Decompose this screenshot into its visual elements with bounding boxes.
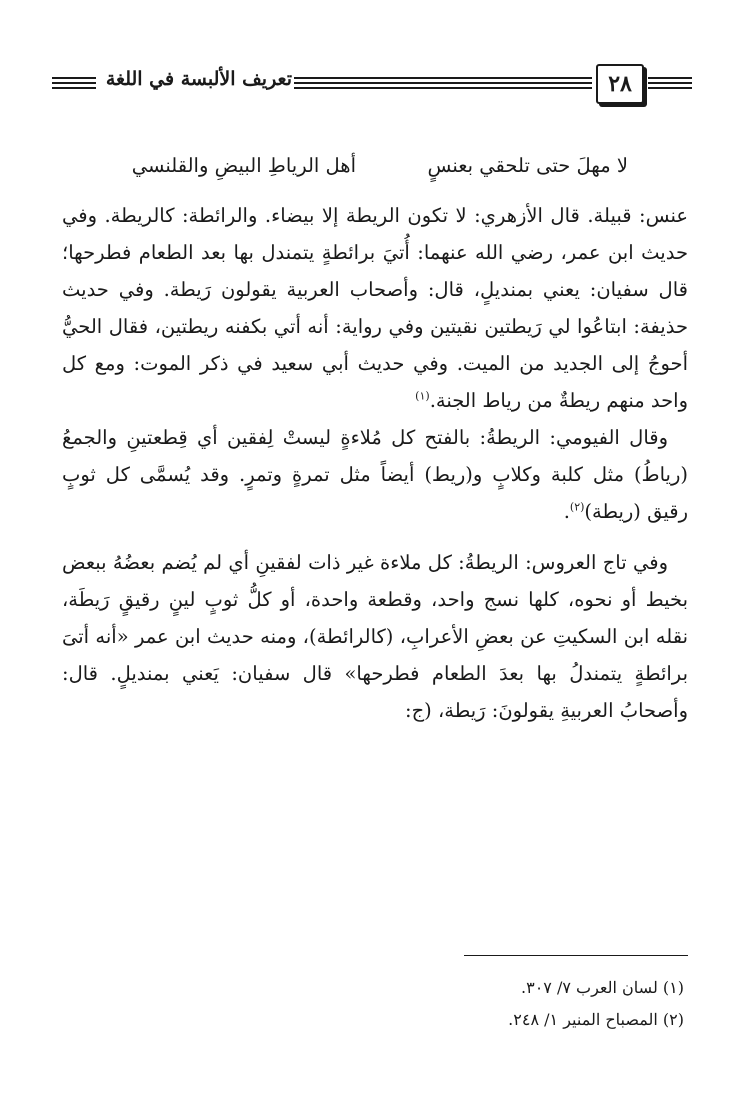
page-header <box>52 62 692 106</box>
paragraph-3 <box>62 544 688 729</box>
footnote-divider <box>464 955 688 956</box>
header-rule-left <box>52 77 96 92</box>
poem-verse <box>62 135 688 197</box>
paragraph-3-text: وفي تاج العروس: الريطةُ: كل ملاءة غير ذات لفقينِ أي لم يُضم بعضُهُ ببعض بخيط أو نحوه، كلها نسج واحد، وقطعة واحدة، أو كلُّ ثوبٍ لينٍ رقيقٍ رَيطَة، نقله ابن السكيتِ عن بعضِ الأعرابِ، (كالرائطة)، ومنه حديث ابن عمر «أنه أتىَ برائطةٍ يتمندلُ بها بعدَ الطعام فطرحها» قال سفيان: يَعني بمنديلٍ. قال: وأصحابُ العربيةِ يقولونَ: رَيطة، (ج: <box>62 551 688 722</box>
footnote-2: (٢) المصباح المنير ١/ ٢٤٨. <box>508 1010 684 1029</box>
second-hemistich: أهل الرياطِ البيضِ والقلنسي <box>131 154 356 177</box>
paragraph-1 <box>62 197 688 419</box>
header-rule-middle <box>294 77 592 92</box>
paragraph-2-text: وقال الفيومي: الريطةُ: بالفتح كل مُلاءةٍ ليستْ لِفقين أي قِطعتينِ والجمعُ (رياطُ) مثل كلبة وكلابٍ و(ريط) أيضاً مثل تمرةٍ وتمرٍ. وقد يُسمَّى كل ثوبٍ رقيق (ريطة) <box>62 426 688 523</box>
running-title: تعريف الألبسة في اللغة <box>105 68 292 90</box>
page-number: ٢٨ <box>596 64 644 104</box>
header-rule-right <box>648 77 692 92</box>
footnote-ref-1: (١) <box>415 389 430 403</box>
footnotes <box>84 972 684 1036</box>
footnote-1: (١) لسان العرب ٧/ ٣٠٧. <box>521 978 684 997</box>
paragraph-1-text: عنس: قبيلة. قال الأزهري: لا تكون الريطة إلا بيضاء. والرائطة: كالريطة. وفي حديث ابن عمر، رضي الله عنهما: أُتيَ برائطةٍ يتمندل بها بعد الطعام فطرحها؛ قال سفيان: يعني بمنديلٍ، قال: وأصحاب العربية يقولون رَيطة. وفي حديث حذيفة: ابتاعُوا لي رَيطتين نقيتين وفي رواية: أنه أتي بكفنه ريطتين، فقال الحيُّ أحوجُ إلى الجديد من الميت. وفي حديث أبي سعيد في ذكر الموت: ومع كل واحد منهم ريطةٌ من رياط الجنة. <box>62 204 688 412</box>
footnote-ref-2: (٢) <box>569 500 585 514</box>
main-text <box>62 135 688 729</box>
paragraph-2: وقال الفيومي: الريطةُ: بالفتح كل مُلاءةٍ ليستْ لِفقين أي قِطعتينِ والجمعُ (رياطُ) مثل كلبة وكلابٍ و(ريط) أيضاً مثل تمرةٍ وتمرٍ. وقد يُسمَّى كل ثوبٍ رقيق (ريطة)$^{(٢)}$. <box>62 426 688 523</box>
first-hemistich: لا مهلَ حتى تلحقي بعنسٍ <box>427 154 628 177</box>
